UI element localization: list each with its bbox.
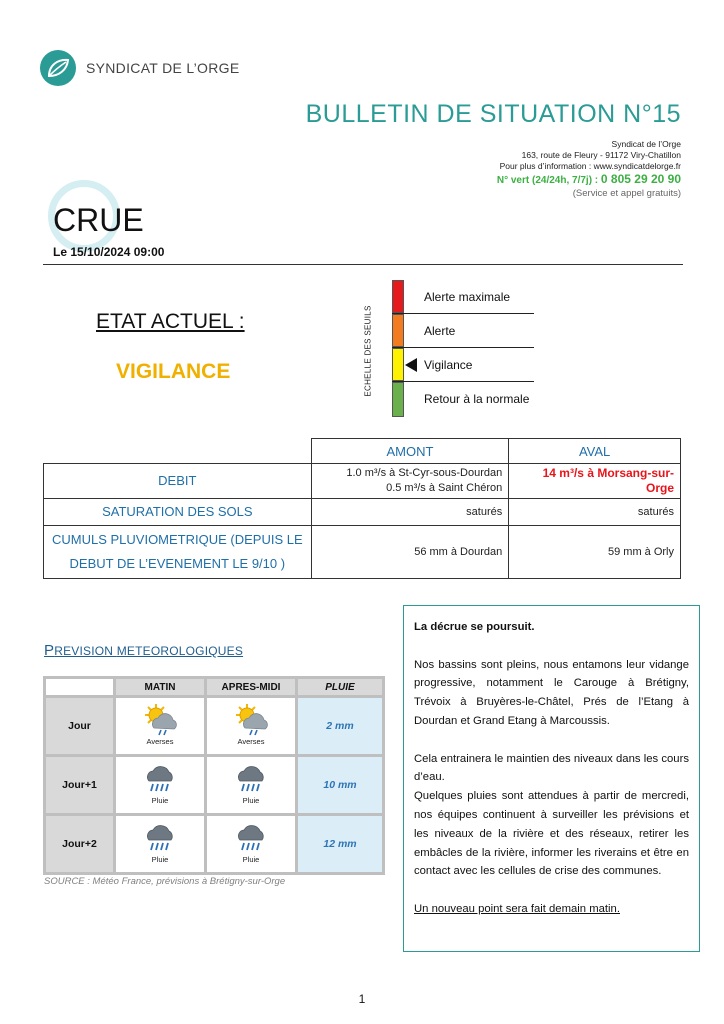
scale-level	[392, 280, 534, 314]
weather-cell	[116, 816, 204, 872]
weather-cell	[207, 698, 295, 754]
scale-caption-text: ECHELLE DES SEUILS	[363, 305, 373, 397]
forecast-title-part: METEOROLOGIQUES	[116, 644, 244, 658]
row-label-saturation: SATURATION DES SOLS	[44, 499, 312, 526]
leaf-logo-icon	[40, 50, 76, 86]
table-row	[44, 499, 681, 526]
level-color-swatch	[392, 314, 404, 347]
contact-line: Syndicat de l’Orge	[611, 139, 681, 149]
situation-message-box	[403, 605, 700, 952]
status-header-row	[44, 439, 681, 464]
weather-label: Pluie	[242, 796, 260, 805]
crue-date: Le 15/10/2024 09:00	[53, 245, 165, 259]
day-label: Jour+1	[46, 757, 113, 813]
divider	[43, 264, 683, 265]
row-label-debit: DEBIT	[44, 464, 312, 499]
free-call-note: (Service et appel gratuits)	[572, 188, 681, 199]
forecast-row	[46, 757, 382, 813]
bulletin-title: BULLETIN DE SITUATION N°15	[305, 100, 681, 128]
logo	[40, 50, 239, 86]
contact-line: 163, route de Fleury - 91172 Viry-Chatillon	[521, 150, 681, 160]
green-number-prefix: N° vert (24/24h, 7/7j) :	[496, 175, 601, 186]
page-number: 1	[358, 992, 366, 1006]
debit-aval	[509, 464, 681, 499]
day-label: Jour	[46, 698, 113, 754]
forecast-table	[43, 676, 385, 875]
contact-line: Pour plus d’information : www.syndicatdelorge.fr	[499, 161, 681, 171]
day-label: Jour+2	[46, 816, 113, 872]
weather-cell	[207, 757, 295, 813]
message-closing: Un nouveau point sera fait demain matin.	[414, 902, 620, 915]
status-table	[43, 438, 681, 579]
cumuls-amont: 56 mm à Dourdan	[311, 526, 509, 579]
weather-cell	[207, 816, 295, 872]
message-paragraph: Quelques pluies sont attendues à partir de mercredi, nos équipes continuent à surveiller les prévisions et les niveaux de la rivière et des réseaux, retirer les embâcles de la rivière, informer les riverains et être en contact avec les cellules de crise des communes.	[414, 790, 689, 878]
saturation-amont: saturés	[311, 499, 509, 526]
cumuls-aval: 59 mm à Orly	[509, 526, 681, 579]
rain-amount: 2 mm	[298, 698, 382, 754]
forecast-row	[46, 698, 382, 754]
scale-level-label: Alerte maximale	[424, 290, 511, 304]
message-paragraph: Nos bassins sont pleins, nous entamons leur vidange progressive, notamment le Carouge à Brétigny, Trévoix à Bruyères-le-Châtel, Prés de l’Etang à Dourdan et Grand Etang à Marcoussis.	[414, 658, 689, 727]
weather-cell	[116, 698, 204, 754]
weather-label: Pluie	[151, 855, 169, 864]
column-header-amont: AMONT	[311, 439, 509, 464]
current-level-pointer-icon	[405, 358, 417, 372]
rain-amount: 12 mm	[298, 816, 382, 872]
rain-amount: 10 mm	[298, 757, 382, 813]
scale-caption	[358, 306, 378, 396]
threshold-scale	[392, 280, 534, 417]
forecast-row	[46, 816, 382, 872]
debit-amont	[311, 464, 509, 499]
level-color-swatch	[392, 382, 404, 417]
table-row	[44, 464, 681, 499]
green-number-line	[497, 172, 681, 188]
scale-level	[392, 348, 534, 382]
table-row	[44, 526, 681, 579]
scale-level-label: Alerte	[424, 324, 456, 338]
column-header-apres-midi: APRES-MIDI	[207, 679, 295, 695]
message-paragraph: Cela entrainera le maintien des niveaux dans les cours d’eau.	[414, 752, 689, 784]
org-name: SYNDICAT DE L’ORGE	[86, 60, 240, 76]
debit-aval-line: Orge	[645, 481, 674, 495]
weather-cell	[116, 757, 204, 813]
sun-cloud-rain-icon	[231, 702, 271, 736]
forecast-title	[44, 642, 243, 659]
scale-level-label: Retour à la normale	[424, 392, 530, 406]
debit-amont-line: 1.0 m³/s à St-Cyr-sous-Dourdan	[346, 467, 503, 479]
weather-label: Averses	[146, 737, 174, 746]
forecast-title-cap: P	[44, 642, 55, 659]
forecast-header-row	[46, 679, 382, 695]
weather-label: Averses	[237, 737, 265, 746]
crue-title: CRUE	[53, 202, 144, 238]
row-label-cumuls: CUMULS PLUVIOMETRIQUE (DEPUIS LE DEBUT DE L’EVENEMENT LE 9/10 )	[44, 526, 312, 579]
column-header-aval: AVAL	[509, 439, 681, 464]
scale-level	[392, 382, 534, 417]
etat-actuel-value: VIGILANCE	[116, 360, 231, 383]
column-header-matin: MATIN	[116, 679, 204, 695]
contact-block	[497, 139, 681, 199]
forecast-title-part: REVISION	[54, 644, 117, 658]
level-color-swatch	[392, 280, 404, 313]
cloud-rain-icon	[140, 820, 180, 854]
saturation-aval: saturés	[509, 499, 681, 526]
scale-level-label: Vigilance	[424, 358, 473, 372]
level-color-swatch	[392, 348, 404, 381]
column-header-pluie: PLUIE	[298, 679, 382, 695]
sun-cloud-rain-icon	[140, 702, 180, 736]
debit-aval-line: 14 m³/s à Morsang-sur-	[542, 466, 674, 480]
debit-amont-line: 0.5 m³/s à Saint Chéron	[386, 482, 503, 494]
weather-label: Pluie	[242, 855, 260, 864]
green-number: 0 805 29 20 90	[600, 172, 681, 186]
message-headline: La décrue se poursuit.	[414, 621, 535, 633]
cloud-rain-icon	[140, 761, 180, 795]
cloud-rain-icon	[231, 761, 271, 795]
forecast-source: SOURCE : Météo France, prévisions à Brétigny-sur-Orge	[44, 876, 286, 887]
cloud-rain-icon	[231, 820, 271, 854]
scale-level	[392, 314, 534, 348]
weather-label: Pluie	[151, 796, 169, 805]
etat-actuel-label: ETAT ACTUEL :	[96, 310, 245, 333]
